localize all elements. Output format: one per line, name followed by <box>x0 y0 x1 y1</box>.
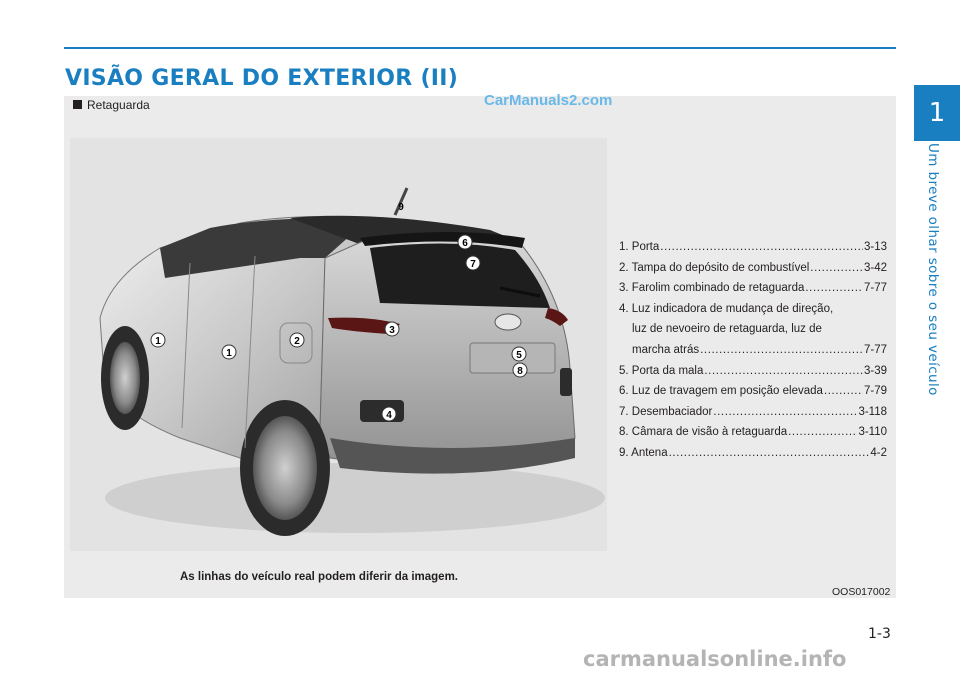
bullet-square-icon <box>73 100 82 109</box>
reference-item: 4. Luz indicadora de mudança de direção, <box>619 302 834 315</box>
callout-3: 3 <box>389 325 395 336</box>
callout-8: 8 <box>517 366 523 377</box>
callout-5: 5 <box>516 350 522 361</box>
section-label-text: Retaguarda <box>87 98 150 112</box>
ground-shadow <box>105 463 605 533</box>
figure-caption: As linhas do veículo real podem diferir da imagem. <box>180 571 458 583</box>
callout-6: 6 <box>462 238 468 249</box>
page-number: 1-3 <box>868 626 891 642</box>
reference-item: 5. Porta da mala ..... 3-39 <box>619 361 887 382</box>
reference-item: 8. Câmara de visão à retaguarda ..... 3-110 <box>619 422 887 443</box>
front-wheel-rim <box>110 342 140 414</box>
reference-item-continuation: luz de nevoeiro de retaguarda, luz de <box>632 323 822 336</box>
vehicle-illustration-svg <box>70 138 607 551</box>
callout-4: 4 <box>386 410 392 421</box>
callout-1b: 1 <box>226 348 232 359</box>
chapter-tab: 1 <box>914 85 960 141</box>
callout-7: 7 <box>470 259 476 270</box>
reference-item: 2. Tampa do depósito de combustível ..... 3-42 <box>619 258 887 279</box>
chapter-title-vertical: Um breve olhar sobre o seu veículo <box>925 143 941 396</box>
watermark-bottom: carmanualsonline.info <box>583 647 847 671</box>
section-label <box>73 98 150 112</box>
reference-item: 3. Farolim combinado de retaguarda ..... 7-77 <box>619 278 887 299</box>
reference-item-continuation: marcha atrás ..... 7-77 <box>619 340 887 361</box>
figure-code: OOS017002 <box>832 586 891 598</box>
callout-2: 2 <box>294 336 300 347</box>
callout-9: 9 <box>398 202 404 213</box>
callout-1a: 1 <box>155 336 161 347</box>
reference-item: 1. Porta ..... 3-13 <box>619 237 887 258</box>
reference-item: 7. Desembaciador ..... 3-118 <box>619 402 887 423</box>
reference-list <box>619 237 887 464</box>
header-rule <box>64 47 896 49</box>
license-plate-area <box>470 343 555 373</box>
watermark-top: CarManuals2.com <box>484 92 613 109</box>
rear-wheel-rim <box>253 416 317 520</box>
rear-lamp-right <box>560 368 572 396</box>
brand-emblem <box>495 314 521 330</box>
vehicle-rear-illustration <box>70 138 607 551</box>
reference-item: 9. Antena ..... 4-2 <box>619 443 887 464</box>
rear-fog-lamp <box>360 400 404 422</box>
reference-item: 6. Luz de travagem em posição elevada ..... 7-79 <box>619 381 887 402</box>
page-title: VISÃO GERAL DO EXTERIOR (II) <box>65 66 459 91</box>
